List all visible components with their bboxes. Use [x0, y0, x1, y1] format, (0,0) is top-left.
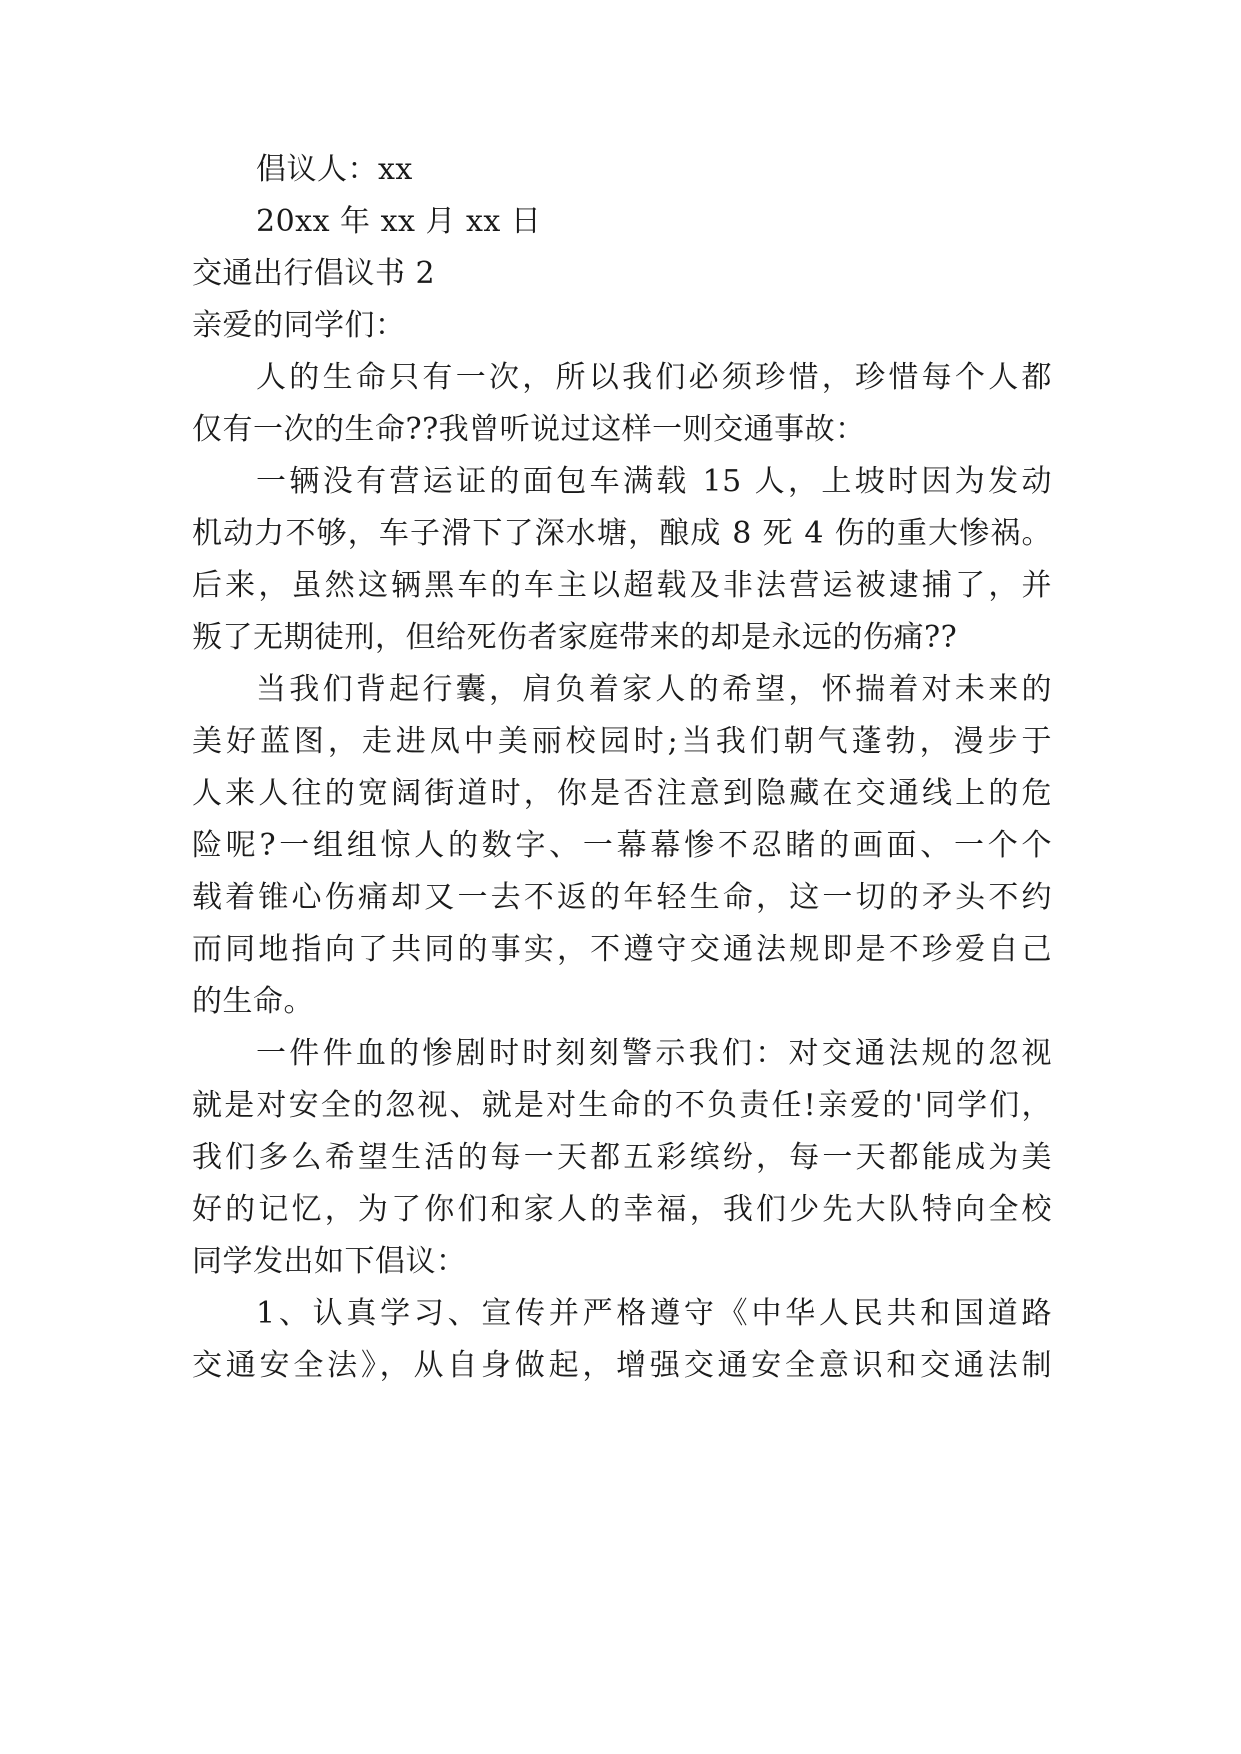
paragraph-line: 险呢?一组组惊人的数字、一幕幕惨不忍睹的画面、一个个 — [192, 828, 1052, 863]
paragraph-line: 而同地指向了共同的事实，不遵守交通法规即是不珍爱自己 — [192, 932, 1052, 967]
paragraph-line: 交通安全法》，从自身做起，增强交通安全意识和交通法制 — [192, 1348, 1052, 1383]
paragraph-line: 叛了无期徒刑，但给死伤者家庭带来的却是永远的伤痛?? — [192, 620, 958, 655]
paragraph-line: 后来，虽然这辆黑车的车主以超载及非法营运被逮捕了，并 — [192, 568, 1052, 603]
paragraph-line: 机动力不够，车子滑下了深水塘，酿成 8 死 4 伤的重大惨祸。 — [192, 516, 1052, 551]
paragraph-line: 同学发出如下倡议： — [192, 1244, 467, 1279]
paragraph-line: 仅有一次的生命??我曾听说过这样一则交通事故： — [192, 412, 866, 447]
proposer-line: 倡议人：xx — [256, 152, 413, 187]
document-heading: 交通出行倡议书 2 — [192, 256, 436, 291]
paragraph-line: 的生命。 — [192, 984, 314, 1019]
date-line: 20xx 年 xx 月 xx 日 — [256, 204, 542, 239]
paragraph-line: 美好蓝图，走进凤中美丽校园时;当我们朝气蓬勃，漫步于 — [192, 724, 1052, 759]
paragraph-line: 载着锥心伤痛却又一去不返的年轻生命，这一切的矛头不约 — [192, 880, 1052, 915]
paragraph-line: 人来人往的宽阔街道时，你是否注意到隐藏在交通线上的危 — [192, 776, 1052, 811]
paragraph-line: 就是对安全的忽视、就是对生命的不负责任!亲爱的'同学们， — [192, 1088, 1052, 1123]
paragraph-line: 人的生命只有一次，所以我们必须珍惜，珍惜每个人都 — [256, 360, 1052, 395]
paragraph-line: 当我们背起行囊，肩负着家人的希望，怀揣着对未来的 — [256, 672, 1052, 707]
paragraph-line: 一辆没有营运证的面包车满载 15 人，上坡时因为发动 — [256, 464, 1052, 499]
salutation: 亲爱的同学们： — [192, 308, 406, 343]
paragraph-line: 好的记忆，为了你们和家人的幸福，我们少先大队特向全校 — [192, 1192, 1052, 1227]
paragraph-line: 一件件血的惨剧时时刻刻警示我们：对交通法规的忽视 — [256, 1036, 1052, 1071]
paragraph-line: 1、认真学习、宣传并严格遵守《中华人民共和国道路 — [256, 1296, 1052, 1331]
paragraph-line: 我们多么希望生活的每一天都五彩缤纷，每一天都能成为美 — [192, 1140, 1052, 1175]
